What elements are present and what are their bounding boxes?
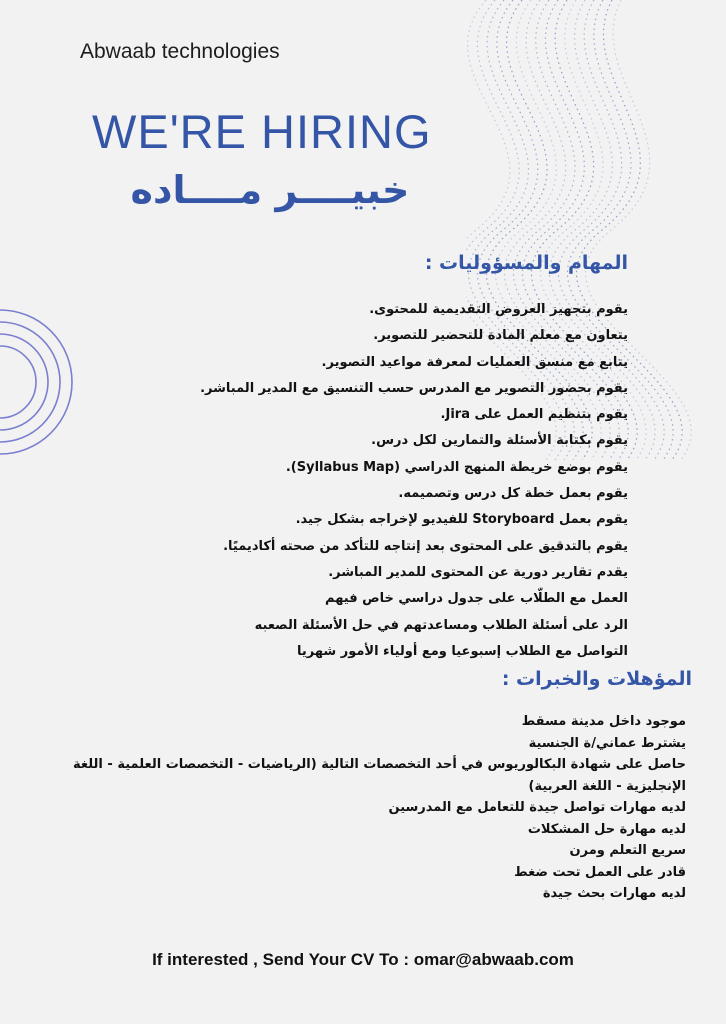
list-item: يقوم بتنظيم العمل على Jira. xyxy=(440,407,628,423)
list-item: يقوم بالتدقيق على المحتوى بعد إنتاجه للتأكد من صحته أكاديميًا. xyxy=(223,538,628,554)
qualifications-list xyxy=(36,711,686,905)
contact-footer: If interested , Send Your CV To : omar@abwaab.com xyxy=(152,950,574,969)
list-item: يقوم بوضع خريطة المنهج الدراسي (Syllabus Map). xyxy=(285,459,628,475)
list-item: يشترط عماني/ة الجنسية xyxy=(528,735,686,751)
concentric-arcs-decoration xyxy=(0,292,80,472)
hiring-headline: WE'RE HIRING xyxy=(92,105,432,158)
list-item: يقوم بعمل خطة كل درس وتصميمه. xyxy=(398,486,628,502)
list-item: لديه مهارات بحث جيدة xyxy=(542,886,686,901)
job-title: خبيــــر مــــاده xyxy=(130,168,410,212)
list-item: يتابع مع منسق العمليات لمعرفة مواعيد التصوير. xyxy=(321,354,628,370)
list-item: الرد على أسئلة الطلاب ومساعدتهم في حل الأسئلة الصعبه xyxy=(254,617,628,633)
list-item: يقوم بتجهيز العروض التقديمية للمحتوى. xyxy=(369,302,628,317)
list-item: يقوم بكتابة الأسئلة والتمارين لكل درس. xyxy=(371,433,628,449)
qualifications-heading: المؤهلات والخبرات : xyxy=(501,668,692,690)
list-item: لديه مهارة حل المشكلات xyxy=(527,821,686,837)
list-item: يقوم بعمل Storyboard للفيديو لإخراجه بشكل جيد. xyxy=(295,512,628,528)
company-name: Abwaab technologies xyxy=(80,40,280,63)
list-item: يتعاون مع معلم المادة للتحضير للتصوير. xyxy=(373,328,628,344)
list-item: حاصل على شهادة البكالوريوس في أحد التخصصات التالية (الرياضيات - التخصصات العلمية - اللغة الإنجليزية - اللغة العربية) xyxy=(73,757,686,794)
list-item: موجود داخل مدينة مسقط xyxy=(521,714,686,729)
list-item: التواصل مع الطلاب إسبوعيا ومع أولياء الأمور شهريا xyxy=(296,643,628,659)
list-item: قادر على العمل تحت ضغط xyxy=(514,864,686,880)
list-item: لديه مهارات تواصل جيدة للتعامل مع المدرسين xyxy=(388,800,686,815)
list-item: يقدم تقارير دورية عن المحتوى للمدير المباشر. xyxy=(328,564,628,580)
responsibilities-heading: المهام والمسؤوليات : xyxy=(424,252,628,274)
responsibilities-list xyxy=(200,297,628,665)
list-item: يقوم بحضور التصوير مع المدرس حسب التنسيق مع المدير المباشر. xyxy=(200,380,628,396)
list-item: سريع التعلم ومرن xyxy=(569,843,686,858)
list-item: العمل مع الطلّاب على جدول دراسي خاص فيهم xyxy=(325,591,628,607)
